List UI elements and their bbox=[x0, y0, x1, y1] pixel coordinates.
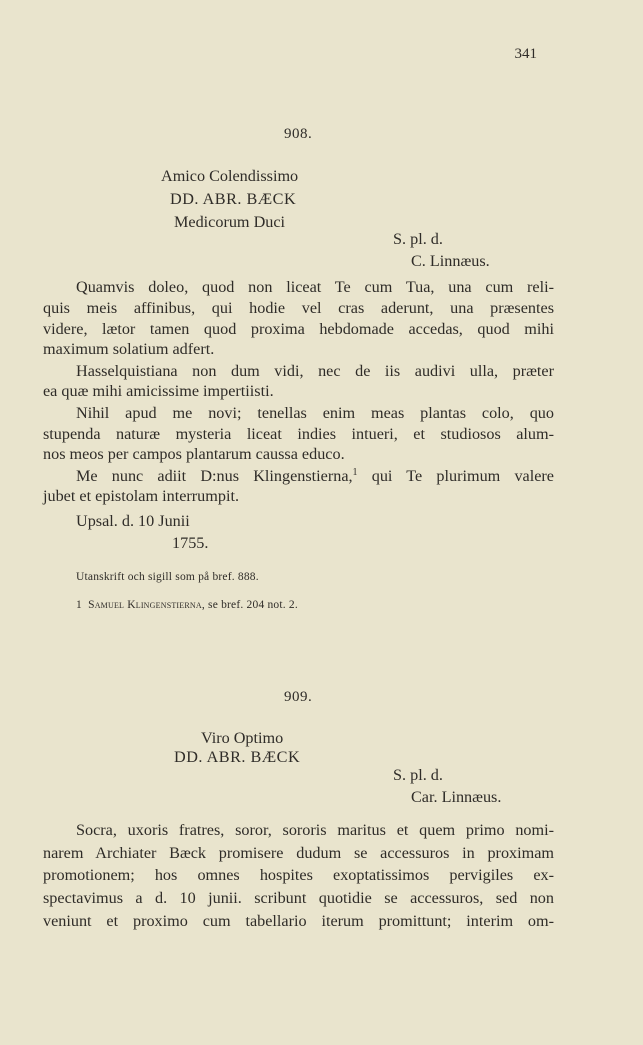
letter-908-signature: C. Linnæus. bbox=[411, 252, 490, 270]
letter-908-address-line-2: DD. ABR. BÆCK bbox=[170, 190, 297, 208]
letter-908-place-date: Upsal. d. 10 Junii bbox=[76, 512, 190, 530]
letter-909-address-line-1: Viro Optimo bbox=[201, 729, 284, 747]
letter-908-note: Utanskrift och sigill som på bref. 888. bbox=[76, 571, 259, 583]
letter-908-address-line-1: Amico Colendissimo bbox=[161, 167, 299, 185]
footnote-text: , se bref. 204 not. 2. bbox=[201, 599, 298, 611]
footnote-mark: 1 bbox=[76, 599, 82, 611]
letter-908-body-line-10a: Me nunc adiit D:nus Klingenstierna, bbox=[76, 467, 353, 485]
letter-908-body-line-6: ea quæ mihi amicissime impertiisti. bbox=[43, 382, 274, 400]
letter-908-number: 908. bbox=[284, 126, 313, 142]
letter-909-salutation: S. pl. d. bbox=[393, 766, 443, 784]
letter-909-body-line-5: veniunt et proximo cum tabellario iterum promittunt; interim om- bbox=[43, 912, 554, 930]
letter-909-body-line-1: Socra, uxoris fratres, soror, sororis maritus et quem primo nomi- bbox=[76, 821, 554, 839]
letter-908-body-line-10 bbox=[43, 467, 554, 486]
letter-909-signature: Car. Linnæus. bbox=[411, 788, 502, 806]
footnote bbox=[76, 599, 298, 611]
letter-908-body-line-7: Nihil apud me novi; tenellas enim meas plantas colo, quo bbox=[76, 404, 554, 422]
letter-908-body-line-4: maximum solatium adfert. bbox=[43, 340, 215, 358]
letter-908-body-line-5: Hasselquistiana non dum vidi, nec de iis audivi ulla, præter bbox=[76, 362, 554, 380]
letter-908-body-line-8: stupenda naturæ mysteria liceat indies intueri, et studiosos alum- bbox=[43, 425, 554, 443]
letter-909-body-line-4: spectavimus a d. 10 junii. scribunt quotidie se accessuros, sed non bbox=[43, 889, 554, 907]
letter-909-body-line-3: promotionem; hos omnes hospites exoptatissimos pervigiles ex- bbox=[43, 866, 554, 884]
letter-908-body-line-2: quis meis affinibus, qui hodie vel cras aderunt, una præsentes bbox=[43, 299, 554, 317]
letter-908-body-line-1: Quamvis doleo, quod non liceat Te cum Tua, una cum reli- bbox=[76, 278, 554, 296]
letter-908-year: 1755. bbox=[172, 534, 209, 552]
letter-908-body-line-11: jubet et epistolam interrumpit. bbox=[43, 487, 240, 505]
letter-908-body-line-10b: qui Te plurimum valere bbox=[371, 467, 554, 485]
letter-908-address-line-3: Medicorum Duci bbox=[174, 213, 286, 231]
page-number: 341 bbox=[514, 46, 537, 62]
letter-908-body-line-9: nos meos per campos plantarum caussa educo. bbox=[43, 445, 345, 463]
footnote-reference: 1 bbox=[352, 467, 358, 478]
letter-909-body-line-2: narem Archiater Bæck promisere dudum se accessuros in proximam bbox=[43, 844, 554, 862]
letter-908-salutation: S. pl. d. bbox=[393, 230, 443, 248]
footnote-name: Samuel Klingenstierna bbox=[88, 599, 202, 611]
letter-909-number: 909. bbox=[284, 689, 313, 705]
letter-908-body-line-3: videre, lætor tamen quod proxima hebdomade accedas, quod mihi bbox=[43, 320, 554, 338]
letter-909-address-line-2: DD. ABR. BÆCK bbox=[174, 748, 301, 766]
